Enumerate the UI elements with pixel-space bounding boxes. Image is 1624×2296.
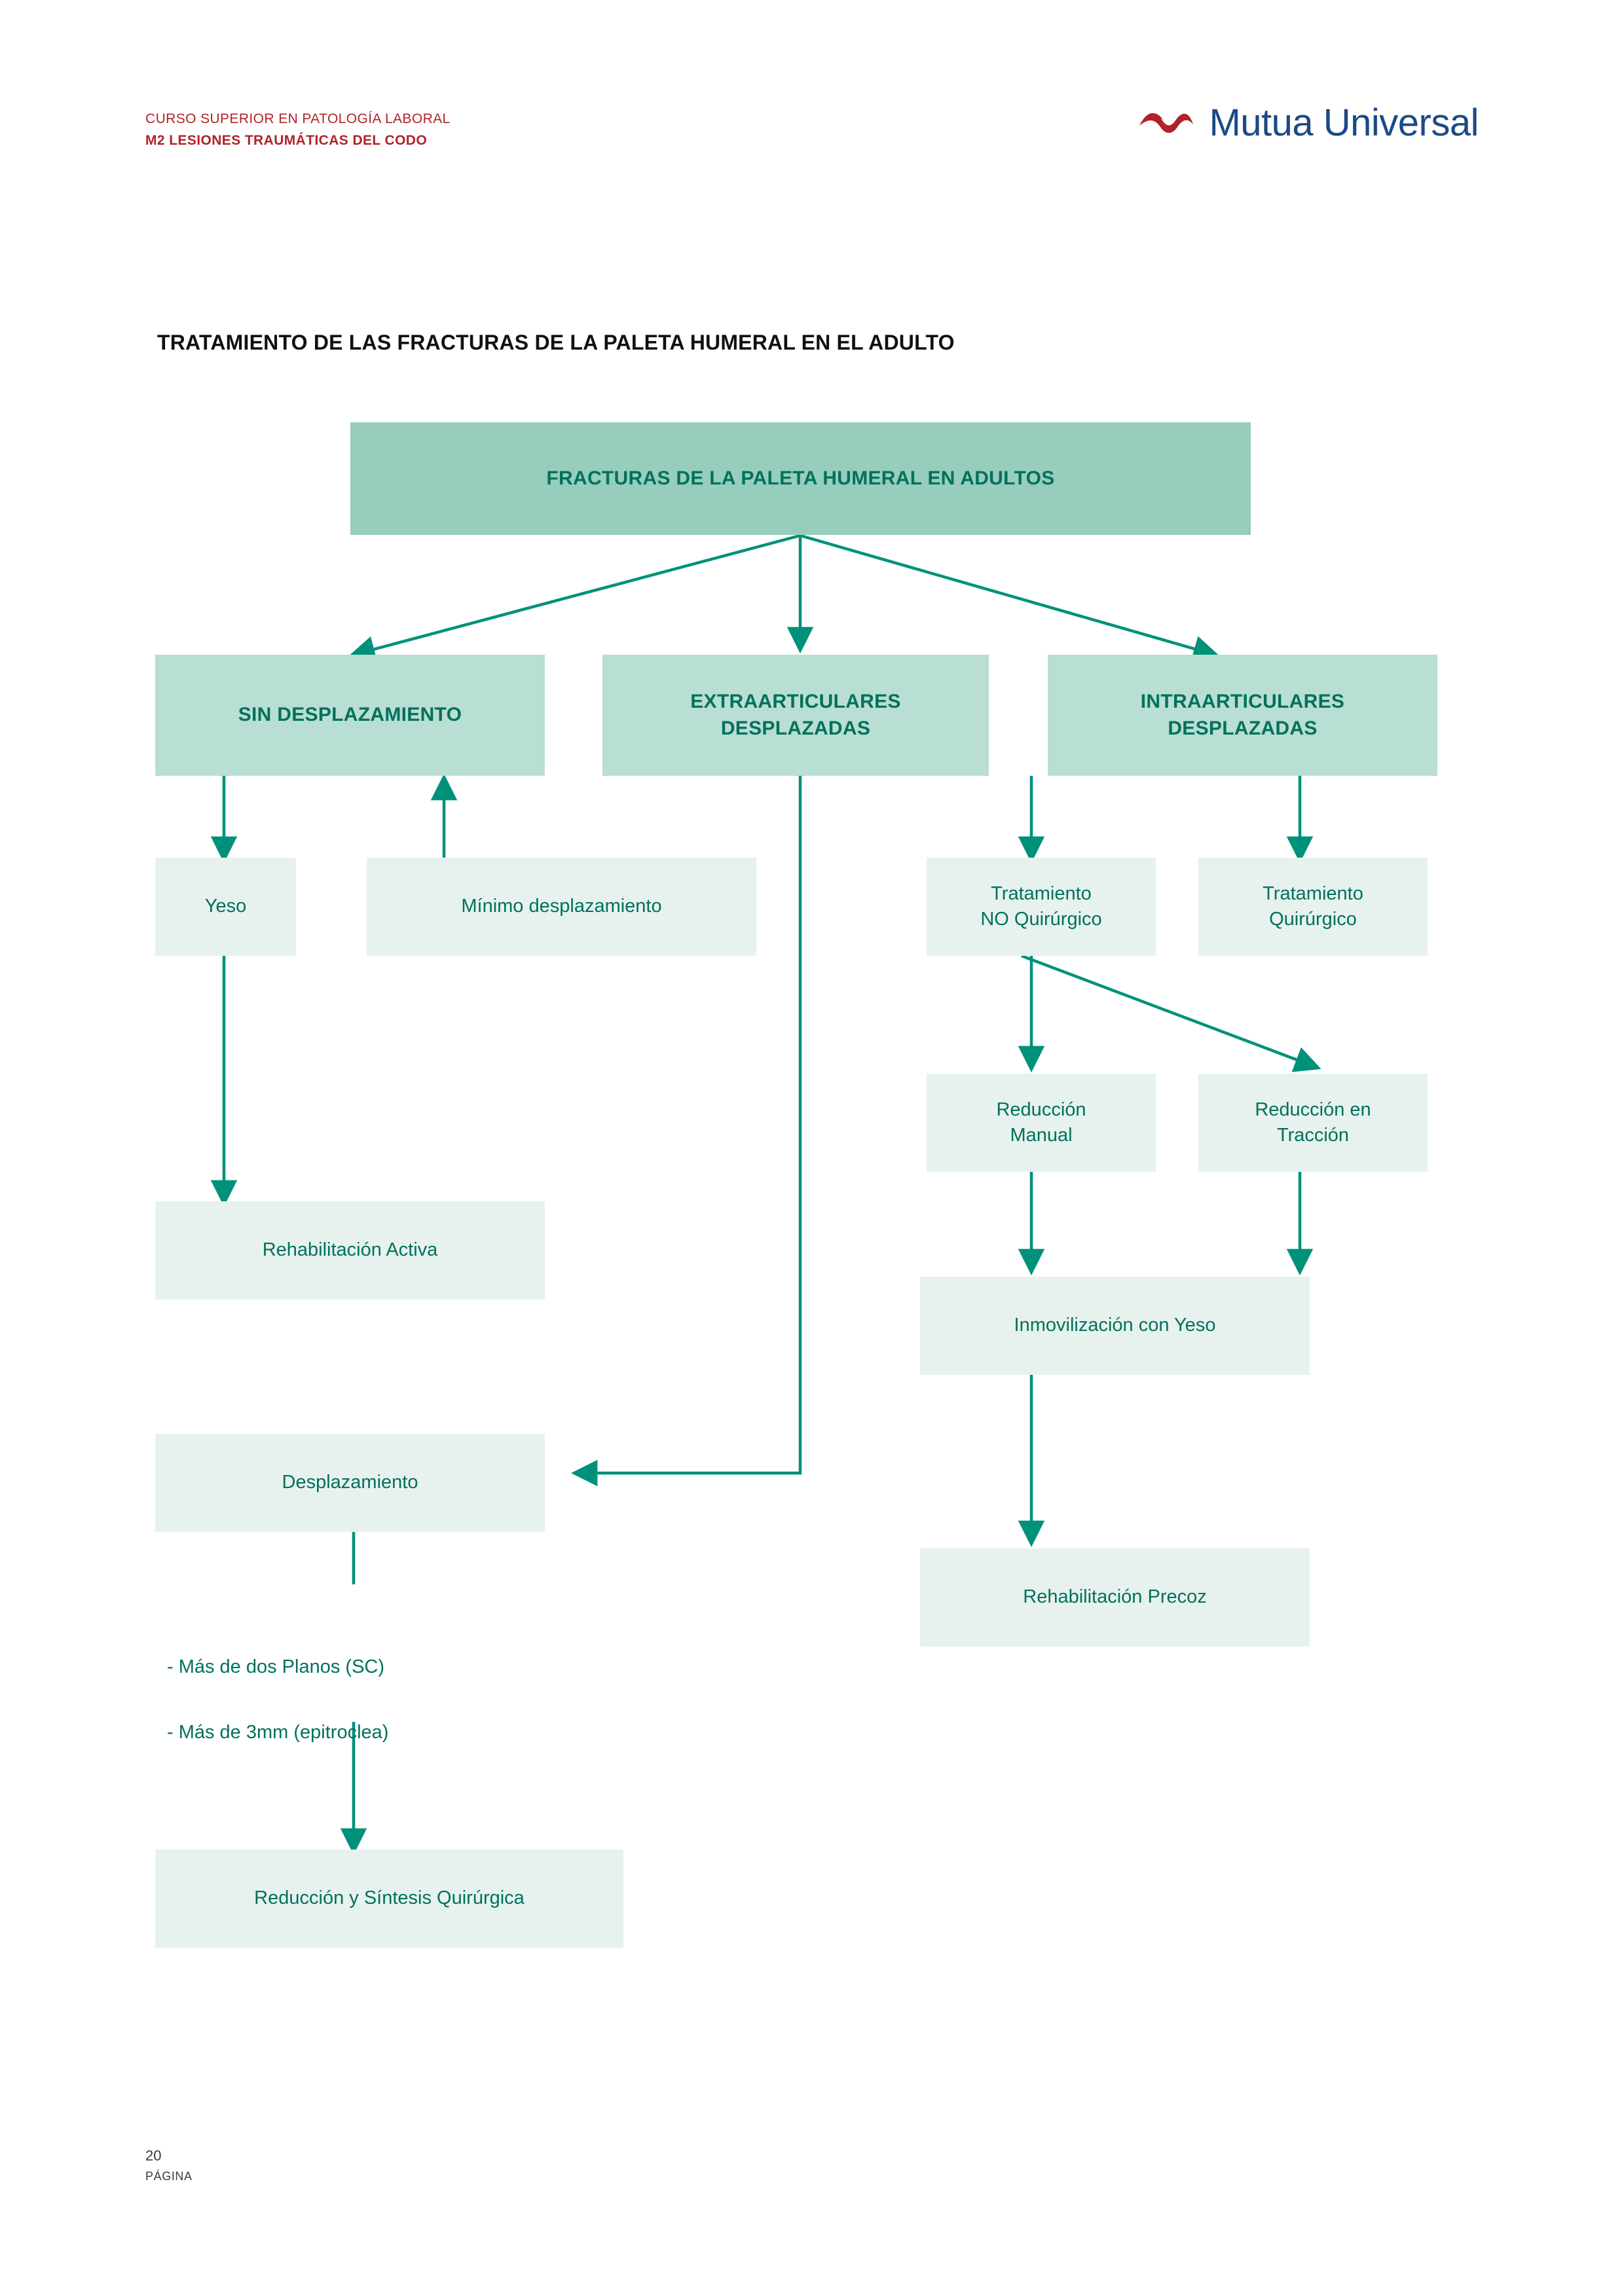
node-reduccion-sintesis-quirurgica: Reducción y Síntesis Quirúrgica bbox=[155, 1850, 623, 1948]
node-quir-line2: Quirúrgico bbox=[1269, 909, 1357, 930]
node-tratamiento-quirurgico bbox=[1198, 858, 1428, 956]
node-quir-line1: Tratamiento bbox=[1263, 883, 1363, 904]
criterio-mas-de-3mm: - Más de 3mm (epitroclea) bbox=[167, 1722, 389, 1743]
mutua-universal-wave-logo bbox=[1138, 103, 1194, 142]
criterio-mas-de-dos-planos: - Más de dos Planos (SC) bbox=[167, 1656, 385, 1677]
page-footer bbox=[145, 2147, 193, 2183]
page-number: 20 bbox=[145, 2147, 162, 2164]
node-reduccion-manual bbox=[927, 1074, 1156, 1172]
node-sin-desplazamiento: SIN DESPLAZAMIENTO bbox=[155, 655, 545, 776]
brand-name: Mutua Universal bbox=[1209, 101, 1479, 144]
page-title: TRATAMIENTO DE LAS FRACTURAS DE LA PALETA HUMERAL EN EL ADULTO bbox=[157, 331, 955, 354]
node-tratamiento-no-quirurgico bbox=[927, 858, 1156, 956]
node-intra-line1: INTRAARTICULARES bbox=[1140, 691, 1345, 712]
node-noquir-line2: NO Quirúrgico bbox=[980, 909, 1102, 930]
node-reduccion-en-traccion bbox=[1198, 1074, 1428, 1172]
course-title: CURSO SUPERIOR EN PATOLOGÍA LABORAL bbox=[145, 111, 451, 126]
node-extra-line1: EXTRAARTICULARES bbox=[690, 691, 901, 712]
node-yeso: Yeso bbox=[155, 858, 296, 956]
page-label: PÁGINA bbox=[145, 2170, 193, 2183]
node-rehabilitacion-precoz: Rehabilitación Precoz bbox=[920, 1548, 1310, 1647]
node-redtrac-line2: Tracción bbox=[1276, 1125, 1350, 1146]
node-inmovilizacion-con-yeso: Inmovilización con Yeso bbox=[920, 1277, 1310, 1375]
node-extra-line2: DESPLAZADAS bbox=[720, 717, 871, 739]
brand-logo bbox=[1138, 101, 1479, 145]
node-redman-line1: Reducción bbox=[996, 1099, 1086, 1120]
node-minimo-desplazamiento: Mínimo desplazamiento bbox=[367, 858, 756, 956]
course-identifier bbox=[145, 111, 451, 149]
page-header bbox=[0, 101, 1624, 190]
node-intraarticulares-desplazadas bbox=[1048, 655, 1437, 776]
node-root: FRACTURAS DE LA PALETA HUMERAL EN ADULTOS bbox=[350, 422, 1251, 535]
course-module: M2 LESIONES TRAUMÁTICAS DEL CODO bbox=[145, 133, 428, 148]
node-extraarticulares-desplazadas bbox=[602, 655, 989, 776]
node-noquir-line1: Tratamiento bbox=[991, 883, 1092, 904]
node-redman-line2: Manual bbox=[1010, 1125, 1073, 1146]
node-redtrac-line1: Reducción en bbox=[1255, 1099, 1371, 1120]
node-intra-line2: DESPLAZADAS bbox=[1168, 717, 1318, 739]
node-rehabilitacion-activa: Rehabilitación Activa bbox=[155, 1201, 545, 1300]
node-desplazamiento: Desplazamiento bbox=[155, 1434, 545, 1532]
